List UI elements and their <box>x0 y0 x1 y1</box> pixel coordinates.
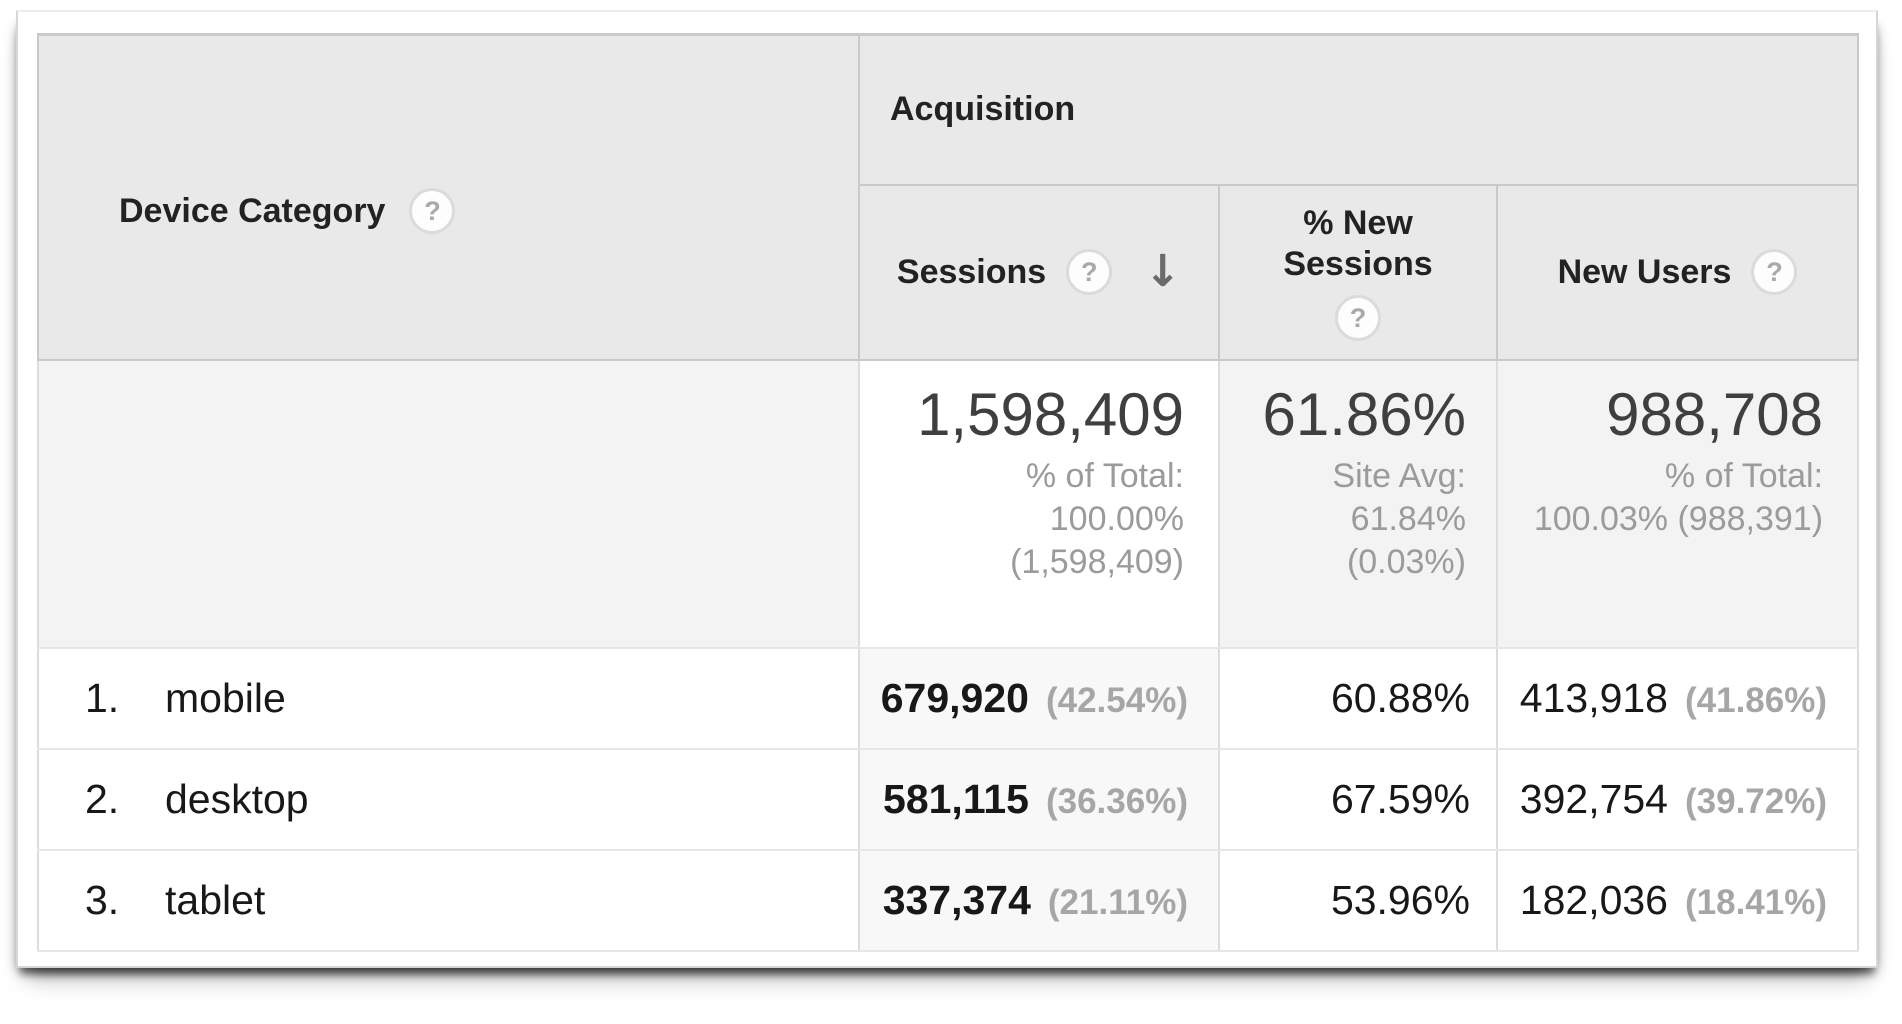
dimension-value-link[interactable]: tablet <box>165 876 266 923</box>
sessions-total-subline2: 100.00% <box>1049 499 1184 538</box>
percent-new-sessions-subline2: 61.84% <box>1350 499 1466 538</box>
sessions-label: Sessions <box>896 252 1047 291</box>
percent-new-sessions-value: 60.88% <box>1330 674 1470 721</box>
device-category-label: Device Category <box>119 191 386 230</box>
screenshot-card <box>16 10 1878 968</box>
new-users-cell <box>1497 850 1858 951</box>
analytics-table <box>37 33 1859 952</box>
sessions-value: 679,920 <box>880 674 1029 721</box>
sessions-total-value: 1,598,409 <box>917 380 1184 448</box>
sessions-value: 581,115 <box>883 775 1029 822</box>
sessions-cell <box>859 850 1219 951</box>
sessions-cell <box>859 648 1219 749</box>
dimension-value-link[interactable]: mobile <box>165 674 286 721</box>
dimension-cell <box>38 850 859 951</box>
device-category-help-icon[interactable]: ? <box>409 188 455 234</box>
table-row-desktop <box>38 749 1858 850</box>
percent-new-sessions-cell <box>1219 749 1497 850</box>
percent-new-sessions-value: 67.59% <box>1330 775 1470 822</box>
summary-percent-new-sessions-cell <box>1219 360 1497 648</box>
row-index: 1. <box>85 674 120 721</box>
new-users-help-icon[interactable]: ? <box>1751 249 1797 295</box>
acquisition-label: Acquisition <box>890 90 1076 129</box>
dimension-value-link[interactable]: desktop <box>165 775 309 822</box>
summary-row <box>38 360 1858 648</box>
sessions-value: 337,374 <box>882 876 1031 923</box>
acquisition-group-header <box>859 35 1858 185</box>
percent-new-sessions-subline3: (0.03%) <box>1346 542 1466 581</box>
device-category-header <box>38 35 859 360</box>
percent-new-sessions-cell <box>1219 850 1497 951</box>
percent-new-sessions-subline1: Site Avg: <box>1332 456 1466 495</box>
dimension-cell <box>38 648 859 749</box>
summary-dimension-cell <box>38 360 859 648</box>
new-users-percent: (39.72%) <box>1685 781 1828 821</box>
sessions-help-icon[interactable]: ? <box>1066 249 1112 295</box>
dimension-cell <box>38 749 859 850</box>
new-users-percent: (18.41%) <box>1685 882 1828 922</box>
summary-new-users-cell <box>1497 360 1858 648</box>
new-users-cell <box>1497 648 1858 749</box>
percent-new-sessions-avg-value: 61.86% <box>1262 380 1466 448</box>
table-header <box>38 35 1858 360</box>
new-users-cell <box>1497 749 1858 850</box>
sessions-total-subline1: % of Total: <box>1025 456 1184 495</box>
new-users-percent: (41.86%) <box>1685 680 1828 720</box>
percent-new-sessions-value: 53.96% <box>1330 876 1470 923</box>
sessions-column-header[interactable] <box>859 185 1219 360</box>
sessions-percent: (42.54%) <box>1045 680 1188 720</box>
table-row-tablet <box>38 850 1858 951</box>
percent-new-sessions-label: % New Sessions <box>1283 204 1433 283</box>
new-users-value: 182,036 <box>1519 876 1668 923</box>
new-users-value: 413,918 <box>1519 674 1668 721</box>
sort-descending-icon: ↓ <box>1144 246 1182 297</box>
row-index: 3. <box>85 876 120 923</box>
row-index: 2. <box>85 775 120 822</box>
new-users-total-value: 988,708 <box>1606 380 1824 448</box>
sessions-cell <box>859 749 1219 850</box>
new-users-subline2: 100.03% (988,391) <box>1533 499 1824 538</box>
new-users-label: New Users <box>1557 252 1732 291</box>
new-users-subline1: % of Total: <box>1664 456 1824 495</box>
sessions-percent: (36.36%) <box>1045 781 1188 821</box>
sessions-total-subline3: (1,598,409) <box>1010 542 1184 581</box>
percent-new-sessions-help-icon[interactable]: ? <box>1335 295 1381 341</box>
summary-sessions-cell <box>859 360 1219 648</box>
new-users-value: 392,754 <box>1519 775 1668 822</box>
percent-new-sessions-column-header[interactable] <box>1219 185 1497 360</box>
sessions-percent: (21.11%) <box>1047 882 1188 922</box>
new-users-column-header[interactable] <box>1497 185 1858 360</box>
table-row-mobile <box>38 648 1858 749</box>
percent-new-sessions-cell <box>1219 648 1497 749</box>
